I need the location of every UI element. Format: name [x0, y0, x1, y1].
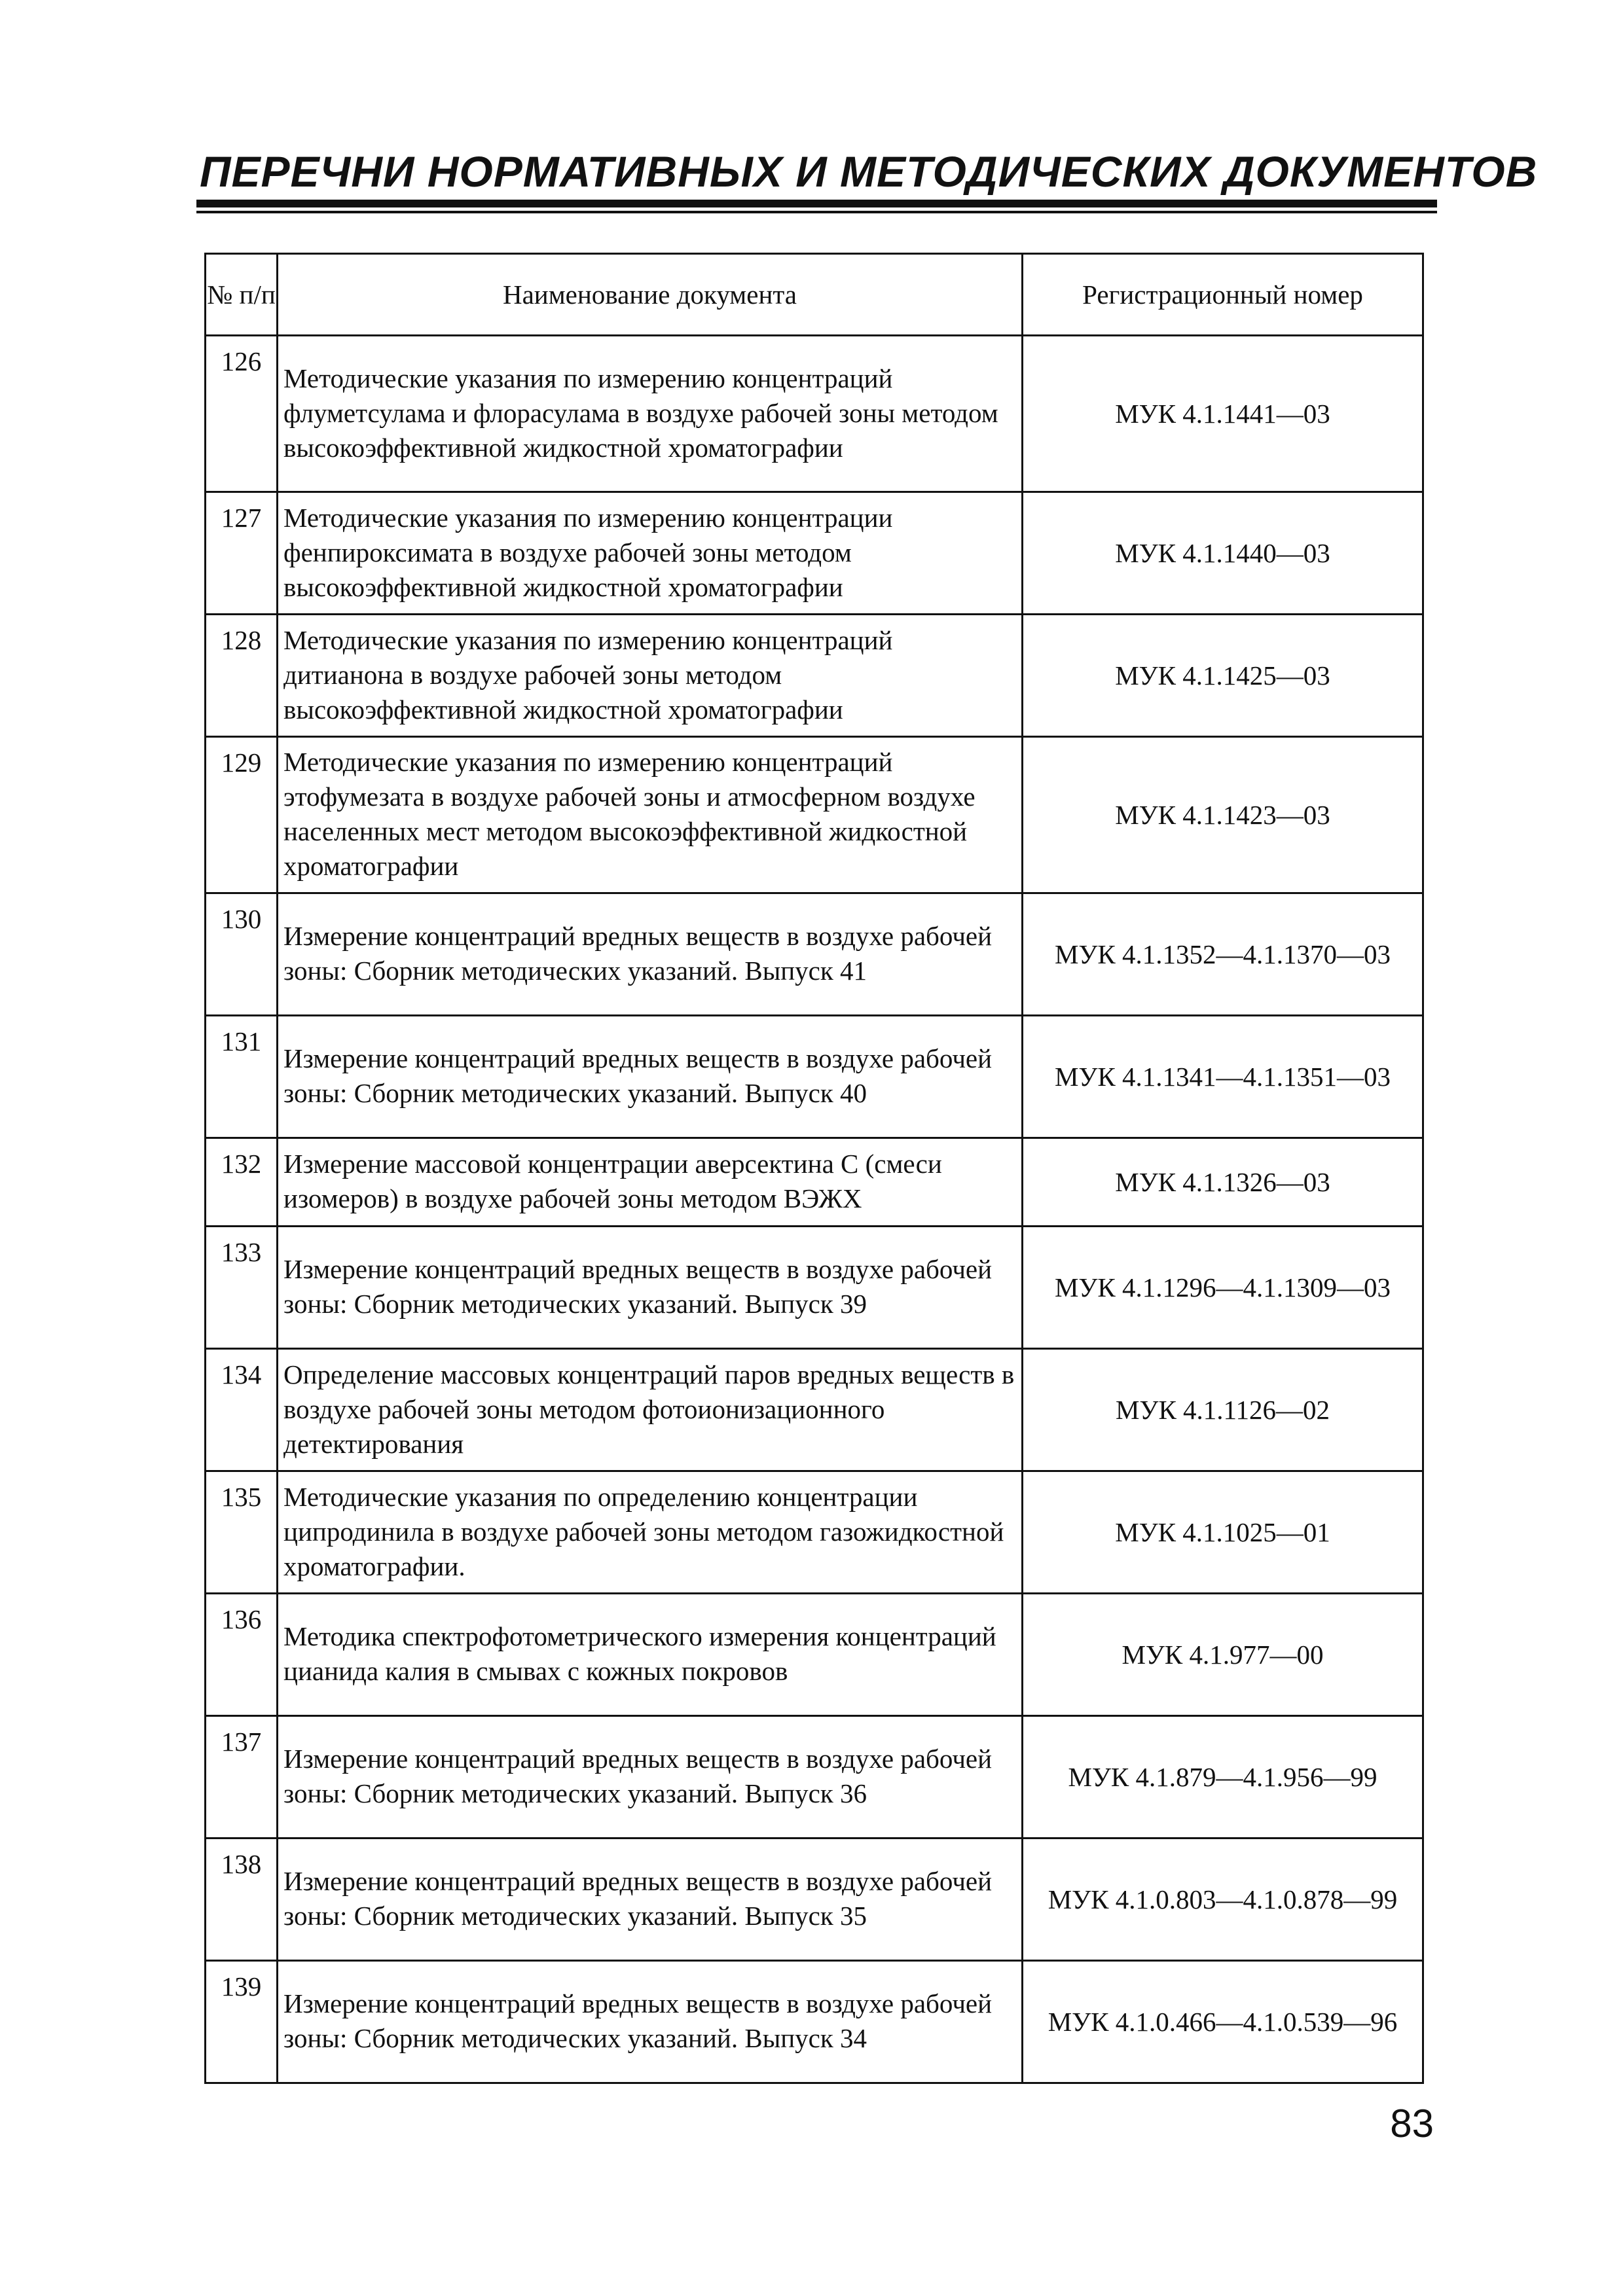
row-number: 134 — [206, 1349, 278, 1471]
row-number: 130 — [206, 893, 278, 1016]
header-rule-thin — [196, 211, 1437, 213]
row-number: 131 — [206, 1016, 278, 1138]
row-number: 126 — [206, 336, 278, 492]
registration-number: МУК 4.1.1425—03 — [1023, 615, 1423, 737]
table-row — [206, 492, 1423, 615]
document-name: Методические указания по измерению концентраций флуметсулама и флорасулама в воздухе рабочей зоны методом высокоэффективной жидкостной хроматографии — [278, 336, 1023, 492]
row-number: 128 — [206, 615, 278, 737]
document-name: Методика спектрофотометрического измерения концентраций цианида калия в смывах с кожных покровов — [278, 1594, 1023, 1716]
document-name: Методические указания по определению концентрации ципродинила в воздухе рабочей зоны методом газожидкостной хроматографии. — [278, 1471, 1023, 1594]
document-name: Измерение концентраций вредных веществ в воздухе рабочей зоны: Сборник методических указаний. Выпуск 40 — [278, 1016, 1023, 1138]
column-header-name: Наименование документа — [278, 254, 1023, 336]
table-row — [206, 1349, 1423, 1471]
registration-number: МУК 4.1.977—00 — [1023, 1594, 1423, 1716]
row-number: 139 — [206, 1961, 278, 2083]
document-name: Измерение концентраций вредных веществ в воздухе рабочей зоны: Сборник методических указаний. Выпуск 39 — [278, 1227, 1023, 1349]
row-number: 138 — [206, 1839, 278, 1961]
row-number: 137 — [206, 1716, 278, 1839]
row-number: 132 — [206, 1138, 278, 1227]
page-header-title: ПЕРЕЧНИ НОРМАТИВНЫХ И МЕТОДИЧЕСКИХ ДОКУМЕНТОВ — [200, 147, 1538, 196]
document-name: Измерение концентраций вредных веществ в воздухе рабочей зоны: Сборник методических указаний. Выпуск 41 — [278, 893, 1023, 1016]
table-header-row — [206, 254, 1423, 336]
column-header-registration: Регистрационный номер — [1023, 254, 1423, 336]
row-number: 135 — [206, 1471, 278, 1594]
documents-table — [204, 253, 1424, 2084]
registration-number: МУК 4.1.0.466—4.1.0.539—96 — [1023, 1961, 1423, 2083]
document-name: Измерение концентраций вредных веществ в воздухе рабочей зоны: Сборник методических указаний. Выпуск 36 — [278, 1716, 1023, 1839]
registration-number: МУК 4.1.1341—4.1.1351—03 — [1023, 1016, 1423, 1138]
document-name: Измерение концентраций вредных веществ в воздухе рабочей зоны: Сборник методических указаний. Выпуск 35 — [278, 1839, 1023, 1961]
registration-number: МУК 4.1.1326—03 — [1023, 1138, 1423, 1227]
table-row — [206, 615, 1423, 737]
table-row — [206, 1227, 1423, 1349]
table-row — [206, 336, 1423, 492]
column-header-number: № п/п — [206, 254, 278, 336]
registration-number: МУК 4.1.1126—02 — [1023, 1349, 1423, 1471]
registration-number: МУК 4.1.1352—4.1.1370—03 — [1023, 893, 1423, 1016]
table-row — [206, 1471, 1423, 1594]
registration-number: МУК 4.1.1423—03 — [1023, 737, 1423, 893]
table-row — [206, 737, 1423, 893]
document-name: Измерение массовой концентрации аверсектина С (смеси изомеров) в воздухе рабочей зоны методом ВЭЖХ — [278, 1138, 1023, 1227]
table-row — [206, 1961, 1423, 2083]
document-name: Методические указания по измерению концентрации фенпироксимата в воздухе рабочей зоны методом высокоэффективной жидкостной хроматографии — [278, 492, 1023, 615]
table-row — [206, 1839, 1423, 1961]
registration-number: МУК 4.1.1440—03 — [1023, 492, 1423, 615]
registration-number: МУК 4.1.1025—01 — [1023, 1471, 1423, 1594]
document-name: Методические указания по измерению концентраций этофумезата в воздухе рабочей зоны и атмосферном воздухе населенных мест методом высокоэффективной жидкостной хроматографии — [278, 737, 1023, 893]
table-row — [206, 1138, 1423, 1227]
document-name: Методические указания по измерению концентраций дитианона в воздухе рабочей зоны методом высокоэффективной жидкостной хроматографии — [278, 615, 1023, 737]
registration-number: МУК 4.1.1441—03 — [1023, 336, 1423, 492]
document-name: Измерение концентраций вредных веществ в воздухе рабочей зоны: Сборник методических указаний. Выпуск 34 — [278, 1961, 1023, 2083]
row-number: 129 — [206, 737, 278, 893]
table-row — [206, 1594, 1423, 1716]
row-number: 136 — [206, 1594, 278, 1716]
registration-number: МУК 4.1.1296—4.1.1309—03 — [1023, 1227, 1423, 1349]
registration-number: МУК 4.1.0.803—4.1.0.878—99 — [1023, 1839, 1423, 1961]
row-number: 127 — [206, 492, 278, 615]
row-number: 133 — [206, 1227, 278, 1349]
document-name: Определение массовых концентраций паров вредных веществ в воздухе рабочей зоны методом фотоионизационного детектирования — [278, 1349, 1023, 1471]
table-row — [206, 1016, 1423, 1138]
registration-number: МУК 4.1.879—4.1.956—99 — [1023, 1716, 1423, 1839]
page-number: 83 — [1390, 2102, 1434, 2145]
table-row — [206, 893, 1423, 1016]
table-row — [206, 1716, 1423, 1839]
header-rule-thick — [196, 200, 1437, 207]
